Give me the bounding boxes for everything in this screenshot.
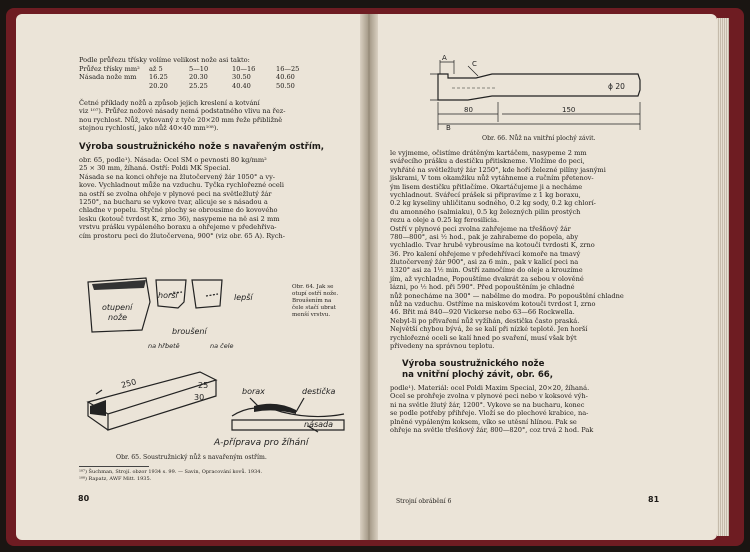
text-line: 0.2 kg kyseliny uhličitanu sodného, 0.2 kg sody, 0.2 kg chlorí- bbox=[390, 199, 596, 208]
text-line: du amonného (salmiaku), 0.5 kg železných pilin prostých bbox=[390, 207, 581, 216]
text-line: se podle potřeby přihřeje. Vloží se do plechové krabice, na- bbox=[390, 409, 589, 418]
text-line: vychladnout. Svářecí prášek si připravíme z 1 kg boraxu, bbox=[390, 190, 581, 199]
page-edges bbox=[717, 18, 729, 536]
label-priprava: A-příprava pro žíhání bbox=[214, 438, 309, 448]
dim-25: 25 bbox=[198, 381, 209, 390]
text-line: vychladlo. Tvar hrubě vybrousíme na kotouči tvrdosti K, zrno bbox=[390, 241, 595, 250]
text-line: lesku (kotouč tvrdost K, zrno 36), nasypeme na ně asi 2 mm bbox=[79, 214, 280, 223]
page-number-left: 80 bbox=[78, 494, 90, 503]
text-line: vrstvu prášku vypáleného boraxu a ohřejeme v předehřiva- bbox=[79, 223, 277, 232]
paragraph-welded-tool bbox=[79, 156, 285, 240]
footnote-rule bbox=[79, 466, 149, 467]
tip-insert bbox=[90, 400, 106, 416]
text-line: Nebyl-li po přivaření nůž vyžíhán, destička často praská. bbox=[390, 316, 580, 325]
text-line: 46. Břit má 840—920 Vickerse nebo 63—66 Rockwella. bbox=[390, 308, 575, 317]
text-line: cím prostoru peci do žlutočervena, 900° (viz obr. 65 A). Rych- bbox=[79, 231, 286, 240]
text-line: 1320° asi za 1½ min. Ostří zamočíme do oleje a krouzíme bbox=[390, 266, 583, 275]
text-line: Násada se na konci ohřeje na žlutočervený žár 1050° a vy- bbox=[79, 172, 276, 181]
table-cell bbox=[79, 82, 149, 90]
text-line: rychlořezné oceli se kalí hned po svaření, musí však být bbox=[390, 333, 577, 342]
section-heading: Výroba soustružnického nože s navařeným ostřím, bbox=[79, 142, 325, 152]
text-line: kove. Vychladnout může na vzduchu. Tyčka rychlořezné oceli bbox=[79, 181, 284, 190]
table-row bbox=[79, 65, 299, 73]
paragraph-threading-tool bbox=[390, 384, 593, 434]
text-line: přivedeny na správnou teplotu. bbox=[390, 341, 495, 350]
label-na-cele: na čele bbox=[210, 342, 234, 350]
right-page bbox=[372, 14, 717, 540]
label-borax: borax bbox=[242, 387, 265, 396]
figure-65-caption: Obr. 65. Soustružnický nůž s navařeným ostřím. bbox=[116, 454, 267, 461]
footnote-line: ¹⁰⁸) Rapatz, AWF Mitt. 1935. bbox=[79, 475, 152, 482]
dim-150: 150 bbox=[562, 106, 576, 114]
caption-line: Broušením na bbox=[292, 298, 332, 304]
table-cell: 40.40 bbox=[232, 81, 251, 90]
label-nasada: násada bbox=[304, 420, 334, 429]
text-line: chladne v popelu. Styčné plochy se obrousime do kovového bbox=[79, 206, 278, 215]
section-heading-1: Výroba soustružnického nože bbox=[402, 359, 545, 369]
text-line: nůž ponecháme na 300° — nabělme do modra. Po popouštění chladne bbox=[390, 291, 624, 300]
label-desticka: destička bbox=[302, 387, 336, 396]
text-line: nůž na vzduchu. Ostříme na miskovém kotouči tvrdost I, zrno bbox=[390, 300, 596, 309]
figure-66-drawing bbox=[412, 52, 662, 132]
text-line: lázni, po ½ hod. při 590°. Před popouštěním je chladné bbox=[390, 283, 575, 292]
text-line: 36. Pro kalení ohřejeme v předehřívací komoře na tmavý bbox=[390, 249, 581, 258]
intro-text: Podle průřezu třísky volíme velikost nože asi takto: bbox=[79, 56, 250, 64]
table-cell: 20.20 bbox=[149, 81, 168, 90]
dim-30: 30 bbox=[194, 393, 205, 402]
figure-64-caption bbox=[292, 284, 338, 319]
figure-66-caption: Obr. 66. Nůž na vnitřní plochý závit. bbox=[482, 135, 596, 142]
text-line: 25 × 30 mm, žíhaná. Ostří: Poldi MK Special. bbox=[79, 164, 231, 173]
table-cell: 30.50 bbox=[232, 73, 251, 82]
text-line: viz ¹⁰⁷). Průřez nožové násady nemá podstatného vlivu na řez- bbox=[79, 107, 286, 116]
table-cell: 25.25 bbox=[189, 81, 208, 90]
figure-65-drawing bbox=[82, 354, 352, 436]
text-line: podle¹). Materiál: ocel Poldi Maxim Special, 20×20, žíhaná. bbox=[390, 384, 590, 392]
text-line: 780—800°, asi ½ hod., pak je zahrabeme do popela, aby bbox=[390, 232, 579, 241]
label-A: A bbox=[442, 54, 447, 62]
table-cell: 50.50 bbox=[276, 81, 295, 90]
book-gutter bbox=[360, 14, 378, 540]
text-line: Četné příklady nožů a způsob jejich kreslení a kotvání bbox=[79, 99, 260, 107]
table-row bbox=[79, 82, 299, 90]
label-brouseni: broušení bbox=[172, 327, 207, 336]
text-line: ni na světle žlutý žár, 1200°. Vykove se na bucharu, konec bbox=[390, 400, 585, 409]
size-table bbox=[79, 65, 299, 90]
table-cell: 40.60 bbox=[276, 73, 295, 82]
table-cell: 20.30 bbox=[189, 73, 208, 82]
label-na-hrbete: na hřbetě bbox=[148, 342, 180, 350]
table-cell: až 5 bbox=[149, 65, 163, 73]
text-line: na ostří se zvolna ohřeje v plynové peci na světležlutý žár bbox=[79, 189, 272, 198]
text-line: jím, až vychladne, Popouštíme dvakrát za sebou v olověné bbox=[390, 274, 584, 283]
text-line: jiskrami, V tom okamžiku nůž vytáhneme a ručním přetenov- bbox=[390, 174, 594, 183]
text-line: rezu a oleje a 0.25 kg ferosilicia. bbox=[390, 216, 500, 225]
text-line: nou rychlost. Nůž, vykovaný z tyče 20×20 mm řeže přibližně bbox=[79, 115, 283, 124]
text-line: Ocel se prohřeje zvolna v plynové peci nebo v koksové výh- bbox=[390, 392, 588, 401]
text-line: le vyjmeme, očistíme drátěným kartáčem, nasypeme 2 mm bbox=[390, 149, 587, 157]
caption-line: čele stačí ubrat bbox=[292, 305, 336, 311]
text-line: vyhřáté na světležlutý žár 1250°, kde hoří železné pilíny jasnými bbox=[390, 165, 606, 174]
text-line: Ostří v plynové peci zvolna zahřejeme na třešňový žár bbox=[390, 224, 571, 233]
label-noze: nože bbox=[108, 313, 128, 322]
page-number-right: 81 bbox=[648, 495, 660, 504]
text-line: plněné vypáleným koksem, víko se utěsní hlínou. Pak se bbox=[390, 417, 577, 426]
label-C: C bbox=[472, 60, 477, 68]
figure-64-drawing bbox=[84, 272, 284, 354]
caption-line: Obr. 64. Jak se bbox=[292, 284, 334, 290]
text-line: obr. 65, podle¹). Násada: Ocel SM o pevnosti 80 kg/mm² bbox=[79, 156, 267, 164]
text-line: ým lisem destičku přitlačíme. Okartáčujeme ji a necháme bbox=[390, 182, 583, 191]
label-horsi: horší bbox=[158, 291, 178, 300]
label-B: B bbox=[446, 124, 451, 132]
text-line: Největší chybou bývá, že se kalí při nízké teplotě. Jen horší bbox=[390, 325, 588, 334]
text-line: žlutočervený žár 900°, asi za 6 min., pak v kalicí peci na bbox=[390, 258, 579, 267]
text-line: ohřeje na světle třešňový žár, 800—820°, coz trvá 2 hod. Pak bbox=[390, 425, 594, 434]
left-page bbox=[16, 14, 368, 540]
table-cell: 16—25 bbox=[276, 65, 300, 73]
footnote-line: ¹⁰⁷) Šuchman, Strojí. obzor 1934 s. 99. — Savin, Opracování kovů. 1934. bbox=[79, 469, 263, 475]
dim-phi20: ϕ 20 bbox=[608, 82, 625, 91]
dim-80: 80 bbox=[464, 106, 473, 114]
table-cell: 16.25 bbox=[149, 73, 168, 82]
table-cell: Násada nože mm bbox=[79, 73, 137, 82]
borax-layer bbox=[254, 404, 296, 414]
table-row bbox=[79, 73, 299, 81]
table-cell: 10—16 bbox=[232, 65, 256, 73]
paragraph-tool-examples bbox=[79, 99, 285, 133]
caption-line: otupí ostří nože. bbox=[292, 291, 339, 297]
footnotes bbox=[79, 469, 262, 482]
label-lepsi: lepší bbox=[234, 293, 253, 302]
text-line: stejnou rychlostí, jako nůž 40×40 mm¹⁰⁸). bbox=[79, 124, 219, 133]
paragraph-welding bbox=[390, 149, 624, 350]
signature-mark: Strojní obrábění 6 bbox=[396, 498, 452, 505]
dim-250: 250 bbox=[120, 377, 138, 390]
table-cell: 5—10 bbox=[189, 65, 209, 73]
table-cell: Průřez třísky mm² bbox=[79, 65, 140, 73]
label-otupeni: otupení bbox=[102, 303, 133, 312]
caption-line: menší vrstvu. bbox=[292, 312, 331, 318]
text-line: svářecího prášku a destičku přitiskneme. Vložíme do peci, bbox=[390, 157, 585, 166]
section-heading-2: na vnitřní plochý závit, obr. 66, bbox=[402, 370, 554, 380]
text-line: 1250°, na bucharu se vykove tvar, alicuje se s násadou a bbox=[79, 197, 268, 206]
